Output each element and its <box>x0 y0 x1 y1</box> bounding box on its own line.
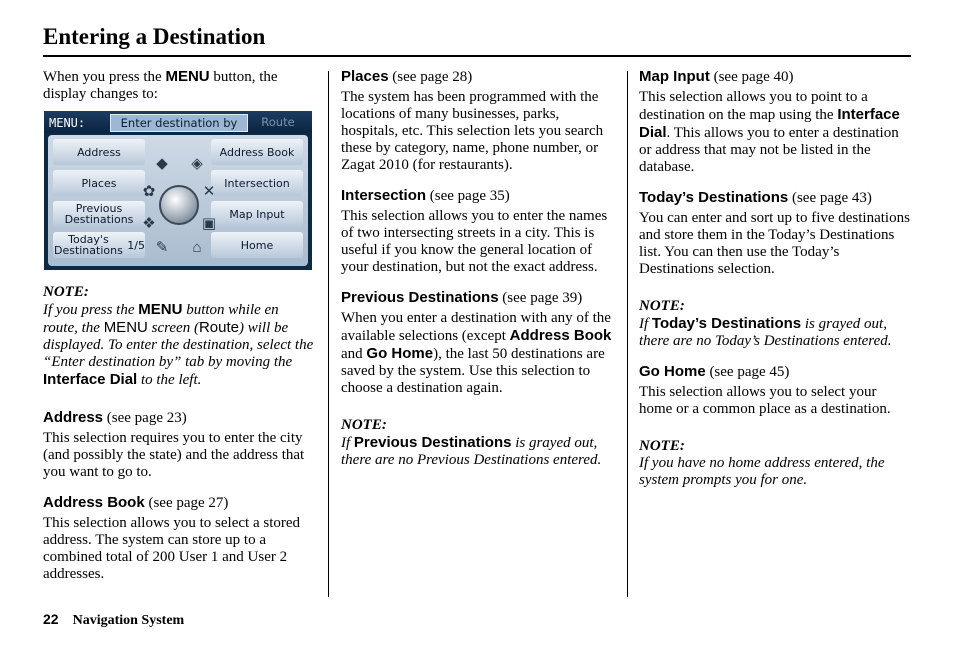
todays-heading: Today’s Destinations (see page 43) <box>639 189 872 206</box>
go-home-body: This selection allows you to select your home or a common place as a destination. <box>639 384 891 417</box>
tab-enter-destination: Enter destination by <box>110 114 248 132</box>
column-divider <box>627 71 628 597</box>
screen-intersection-button: Intersection <box>211 170 303 196</box>
screen-previous-button: Previous Destinations <box>53 201 145 227</box>
note-text: If Previous Destinations is grayed out, there are no Previous Destinations entered. <box>341 434 602 468</box>
places-icon: ✿ <box>142 184 156 200</box>
previous-heading: Previous Destinations (see page 39) <box>341 289 583 306</box>
places-heading: Places (see page 28) <box>341 68 473 85</box>
note-label: NOTE: <box>639 298 685 314</box>
page-footer <box>43 611 184 629</box>
address-icon: ◆ <box>156 156 168 172</box>
interface-dial-icon <box>159 185 199 225</box>
note-label: NOTE: <box>341 417 387 433</box>
address-book-icon: ◈ <box>191 156 203 172</box>
column-3 <box>639 68 911 489</box>
screen-places-button: Places <box>53 170 145 196</box>
note-label: NOTE: <box>639 438 685 454</box>
column-1 <box>43 68 315 583</box>
tab-route: Route <box>261 115 295 129</box>
column-divider <box>328 71 329 597</box>
go-home-heading: Go Home (see page 45) <box>639 363 790 380</box>
note-text: If you have no home address entered, the system prompts you for one. <box>639 455 885 488</box>
address-body: This selection requires you to enter the city (and possibly the state) and the address that you want to go to. <box>43 430 305 480</box>
title-rule <box>43 55 911 57</box>
screen-address-book-button: Address Book <box>211 139 303 165</box>
address-heading: Address (see page 23) <box>43 409 187 426</box>
page-title: Entering a Destination <box>43 24 266 49</box>
address-book-body: This selection allows you to select a stored address. The system can store up to a combined total of 200 User 1 and User 2 addresses. <box>43 515 301 582</box>
intersection-icon: ✕ <box>202 184 216 200</box>
column-2 <box>341 68 615 469</box>
screen-menu-label: MENU: <box>49 116 86 130</box>
address-book-heading: Address Book (see page 27) <box>43 494 229 511</box>
screen-todays-button: Today's Destinations 1/5 <box>53 233 145 257</box>
previous-body: When you enter a destination with any of the available selections (except Address Book and Go Home), the last 50 destinations are saved by the system. Use this selection to choose a destination again. <box>341 310 612 396</box>
nav-screen-image <box>44 111 312 270</box>
page-number: 22 <box>43 611 59 627</box>
places-body: The system has been programmed with the locations of many businesses, parks, hospitals, etc. This selection lets you search these by category, name, phone number, or Zagat 2010 (for restaurants). <box>341 89 604 173</box>
todays-body: You can enter and sort up to five destinations and store them in the Today’s Destinations list. You can then use the Today’s Destinations selection. <box>639 210 910 277</box>
map-input-icon: ▣ <box>201 216 217 232</box>
screen-map-input-button: Map Input <box>211 201 303 227</box>
intersection-body: This selection allows you to enter the names of two intersecting streets in a city. This is useful if you know the general location of your destination, but not the exact address. <box>341 208 608 275</box>
screen-address-button: Address <box>53 139 145 165</box>
todays-icon: ✎ <box>155 240 169 256</box>
note-label: NOTE: <box>43 284 89 300</box>
screen-panel <box>48 135 308 266</box>
intersection-heading: Intersection (see page 35) <box>341 187 510 204</box>
home-icon: ⌂ <box>192 240 202 256</box>
footer-label: Navigation System <box>72 613 185 628</box>
note-text: If you press the MENU button while en route, the MENU screen (Route) will be displayed. To enter the destination, select the “Enter destination by” tab by moving the Interface Dial to the left. <box>43 301 314 388</box>
map-input-heading: Map Input (see page 40) <box>639 68 794 85</box>
map-input-body: This selection allows you to point to a destination on the map using the Interface Dial. This allows you to enter a destination or address that may not be listed in the database. <box>639 89 900 175</box>
note-text: If Today’s Destinations is grayed out, there are no Today’s Destinations entered. <box>639 315 892 349</box>
intro-paragraph: When you press the MENU button, the display changes to: <box>43 68 278 102</box>
previous-icon: ❖ <box>142 216 156 232</box>
screen-home-button: Home <box>211 232 303 258</box>
